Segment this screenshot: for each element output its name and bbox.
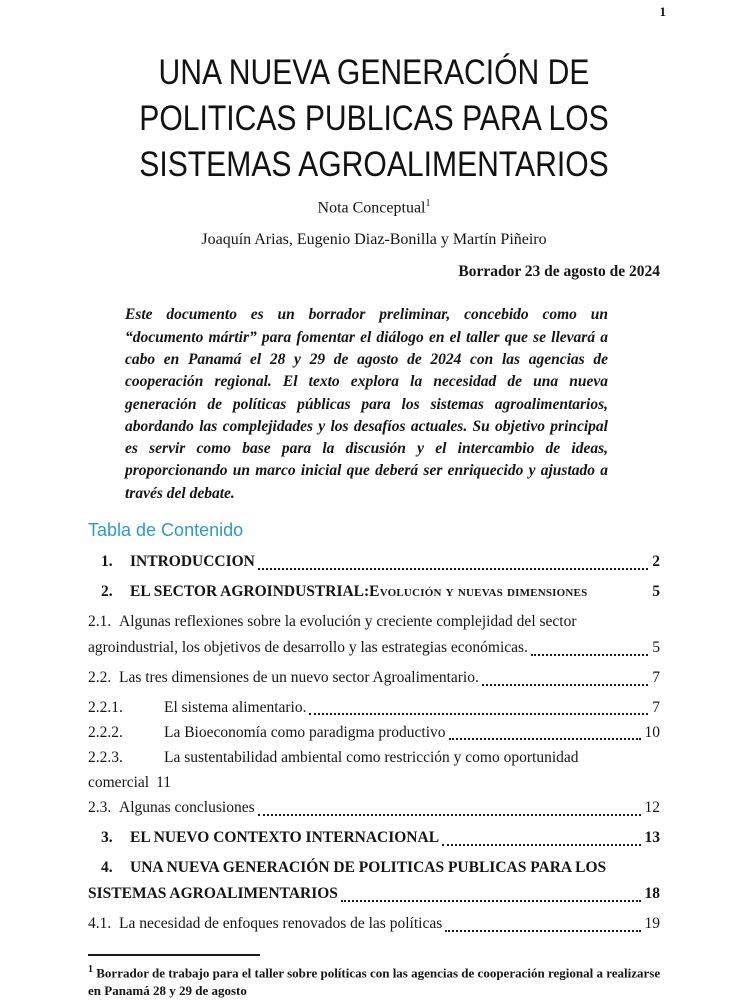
- authors-line: Joaquín Arias, Eugenio Diaz-Bonilla y Martín Piñeiro: [201, 231, 547, 249]
- dot-leader: [482, 684, 648, 686]
- toc-entry-number: 2.2.: [88, 669, 112, 686]
- dot-leader: [258, 568, 648, 570]
- toc-entry-page: 11: [156, 774, 172, 791]
- toc-entry-page: 5: [652, 639, 660, 656]
- toc-entry-number: 2.2.2.: [88, 724, 123, 741]
- toc-entry-nuevo-contexto[interactable]: [88, 825, 660, 851]
- footnote-reference-mark: 1: [425, 198, 431, 209]
- toc-entry-page: 10: [644, 724, 660, 741]
- toc-entry-title: Las tres dimensiones de un nuevo sector Agroalimentario.: [119, 669, 479, 686]
- document-title: [88, 50, 660, 188]
- toc-entry-title: La necesidad de enfoques renovados de las políticas: [119, 915, 443, 932]
- title-line: UNA NUEVA GENERACIÓN DE: [158, 53, 590, 92]
- dot-leader: [445, 930, 640, 932]
- page-content: [0, 50, 743, 937]
- toc-entry-title: La sustentabilidad ambiental como restricción y como oportunidad: [164, 749, 579, 766]
- toc-entry-2-1-reflexiones[interactable]: [88, 609, 660, 661]
- toc-entry-number: 1.: [101, 553, 113, 570]
- toc-entry-title-continued: comercial: [88, 774, 150, 791]
- toc-entry-number: 2.2.3.: [88, 749, 123, 766]
- toc-entry-page: 13: [644, 829, 660, 846]
- toc-entry-number: 4.1.: [88, 915, 112, 932]
- draft-date: Borrador 23 de agosto de 2024: [458, 263, 660, 281]
- toc-entry-title: La Bioeconomía como paradigma productivo: [164, 724, 446, 741]
- toc-entry-page: 5: [652, 583, 660, 600]
- toc-entry-title: Algunas conclusiones: [119, 799, 255, 816]
- footnote-area: [88, 954, 668, 1000]
- dot-leader: [341, 900, 641, 902]
- toc-entry-title: EL SECTOR AGROINDUSTRIAL:: [130, 583, 370, 600]
- toc-entry-number: 2.3.: [88, 799, 112, 816]
- toc-entry-nueva-generacion[interactable]: [88, 855, 660, 907]
- dot-leader: [258, 814, 641, 816]
- toc-entry-page: 2: [652, 553, 660, 570]
- toc-entry-page: 7: [652, 699, 660, 716]
- page-number: 1: [659, 4, 666, 19]
- footnote-separator: [88, 954, 260, 956]
- toc-entry-title: UNA NUEVA GENERACIÓN DE POLITICAS PUBLICAS PARA LOS: [130, 859, 607, 876]
- dot-leader: [309, 713, 648, 715]
- toc-entry-number: 2.: [101, 583, 113, 600]
- toc-entry-4-1-enfoques-renovados[interactable]: [88, 911, 660, 937]
- toc-entry-page: 7: [652, 669, 660, 686]
- toc-entry-title-smallcaps: Evolución y nuevas dimensiones: [369, 583, 588, 600]
- abstract-paragraph: Este documento es un borrador preliminar, concebido como un “documento mártir” para fomentar el diálogo en el taller que se llevará a cabo en Panamá el 28 y 29 de agosto de 2024 con las agencias de cooperación regional. El texto explora la necesidad de una nueva generación de políticas públicas para los sistemas agroalimentarios, abordando las complejidades y los desafíos actuales. Su objetivo principal es servir como base para la discusión y el intercambio de ideas, proporcionando un marco inicial que deberá ser enriquecido y ajustado a través del debate.: [125, 306, 608, 502]
- toc-entry-title-continued: agroindustrial, los objetivos de desarrollo y las estrategias económicas.: [88, 639, 528, 656]
- subtitle: [88, 194, 660, 218]
- title-line: SISTEMAS AGROALIMENTARIOS: [139, 145, 609, 184]
- toc-entry-title: El sistema alimentario.: [164, 699, 307, 716]
- toc-entry-number: 4.: [101, 859, 113, 876]
- dot-leader: [442, 844, 640, 846]
- dot-leader: [449, 738, 641, 740]
- title-line: POLITICAS PUBLICAS PARA LOS: [139, 99, 609, 138]
- toc-entry-sector-agroindustrial[interactable]: [88, 579, 660, 605]
- dot-leader: [531, 654, 648, 656]
- toc-entry-2-2-1-sistema-alimentario[interactable]: [88, 695, 660, 720]
- toc-entry-2-2-2-bioeconomia[interactable]: [88, 720, 660, 745]
- footnote-body: Borrador de trabajo para el taller sobre políticas con las agencias de cooperación regional a realizarse en Panamá 28 y 29 de agosto: [88, 965, 661, 999]
- toc-list: [88, 549, 660, 937]
- toc-entry-number: 2.2.1.: [88, 699, 123, 716]
- toc-entry-number: 3.: [101, 829, 113, 846]
- toc-entry-title-continued: SISTEMAS AGROALIMENTARIOS: [88, 885, 338, 902]
- footnote-text: [88, 961, 668, 1000]
- toc-entry-number: 2.1.: [88, 613, 112, 630]
- subtitle-text: Nota Conceptual: [317, 199, 426, 217]
- footnote-number: 1: [88, 964, 93, 975]
- toc-entry-introduccion[interactable]: [88, 549, 660, 575]
- table-of-contents: [88, 519, 660, 937]
- toc-entry-title: Algunas reflexiones sobre la evolución y creciente complejidad del sector: [119, 613, 577, 630]
- toc-entry-title: INTRODUCCION: [130, 553, 255, 570]
- toc-entry-title: EL NUEVO CONTEXTO INTERNACIONAL: [130, 829, 440, 846]
- toc-entry-2-2-tres-dimensiones[interactable]: [88, 665, 660, 691]
- toc-entry-2-3-conclusiones[interactable]: [88, 795, 660, 821]
- toc-heading: Tabla de Contenido: [88, 520, 244, 540]
- toc-entry-2-2-3-sustentabilidad[interactable]: [88, 745, 660, 795]
- toc-entry-page: 12: [644, 799, 660, 816]
- toc-entry-page: 19: [644, 915, 660, 932]
- toc-entry-page: 18: [644, 885, 660, 902]
